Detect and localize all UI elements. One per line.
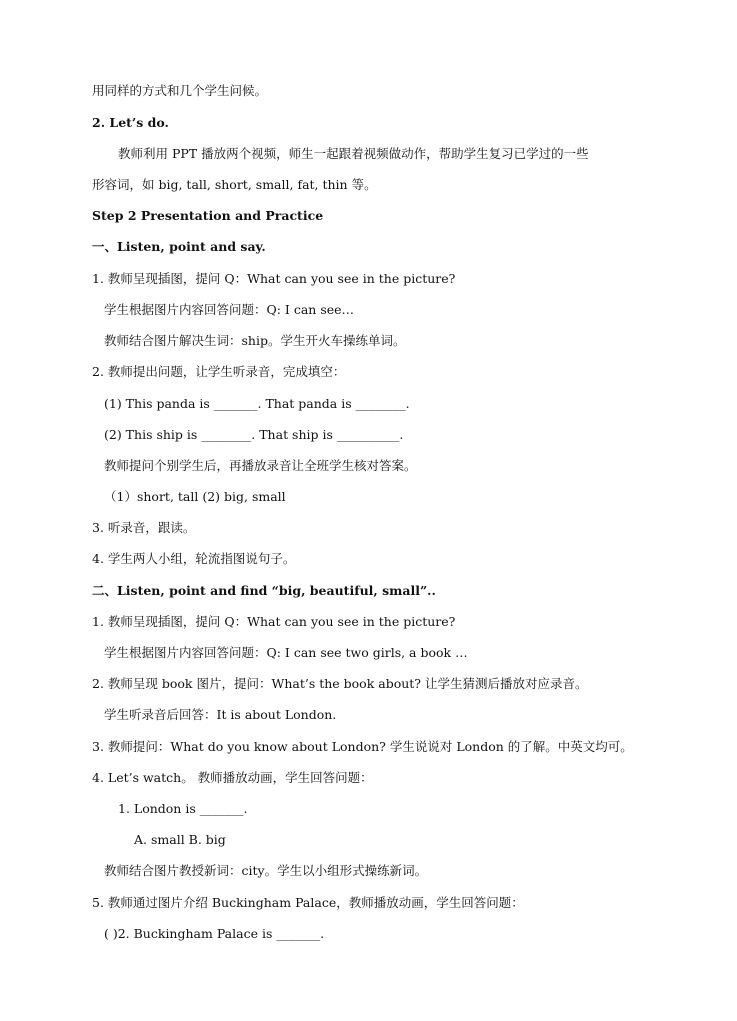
numbered-item: 2. 教师呈现 book 图片，提问：What’s the book about? 让学生猜测后播放对应录音。 [92, 676, 588, 691]
text-line: 教师提问个别学生后，再播放录音让全班学生核对答案。 [104, 458, 417, 473]
text-line: 教师结合图片教授新词：city。学生以小组形式操练新词。 [104, 863, 428, 878]
numbered-item: 5. 教师通过图片介绍 Buckingham Palace，教师播放动画，学生回答问题： [92, 895, 524, 910]
section-heading: 二、Listen, point and find “big, beautiful, small”.. [92, 583, 436, 598]
text-line: 教师结合图片解决生词：ship。学生开火车操练单词。 [104, 333, 406, 348]
numbered-item: 4. 学生两人小组，轮流指图说句子。 [92, 551, 296, 566]
text-line: 教师利用 PPT 播放两个视频，师生一起跟着视频做动作，帮助学生复习已学过的一些 [118, 146, 589, 161]
text-line: 用同样的方式和几个学生问候。 [92, 83, 268, 98]
numbered-item: 1. 教师呈现插图，提问 Q：What can you see in the picture? [92, 614, 456, 629]
numbered-item: 3. 听录音，跟读。 [92, 520, 196, 535]
numbered-item: 4. Let’s watch。 教师播放动画，学生回答问题： [92, 770, 373, 785]
numbered-item: 3. 教师提问：What do you know about London? 学生说说对 London 的了解。中英文均可。 [92, 739, 633, 754]
question-line: ( )2. Buckingham Palace is _______. [104, 926, 325, 941]
answer-line: （1）short, tall (2) big, small [104, 489, 286, 504]
text-line: 形容词，如 big, tall, short, small, fat, thin 等。 [92, 177, 377, 192]
text-line: 学生根据图片内容回答问题：Q: I can see two girls, a book … [104, 645, 468, 660]
numbered-item: 1. 教师呈现插图，提问 Q：What can you see in the picture? [92, 271, 456, 286]
text-line: 学生听录音后回答：It is about London. [104, 707, 337, 722]
text-line: 学生根据图片内容回答问题：Q: I can see… [104, 302, 355, 317]
section-heading: 一、Listen, point and say. [92, 239, 266, 254]
numbered-item: 2. 教师提出问题，让学生听录音，完成填空： [92, 364, 346, 379]
fill-blank-line: (2) This ship is ________. That ship is __________. [104, 427, 404, 442]
step-heading: Step 2 Presentation and Practice [92, 208, 324, 223]
fill-blank-line: (1) This panda is _______. That panda is ________. [104, 396, 410, 411]
section-heading: 2. Let’s do. [92, 115, 169, 130]
options-line: A. small B. big [134, 832, 226, 847]
question-line: 1. London is _______. [118, 801, 248, 816]
